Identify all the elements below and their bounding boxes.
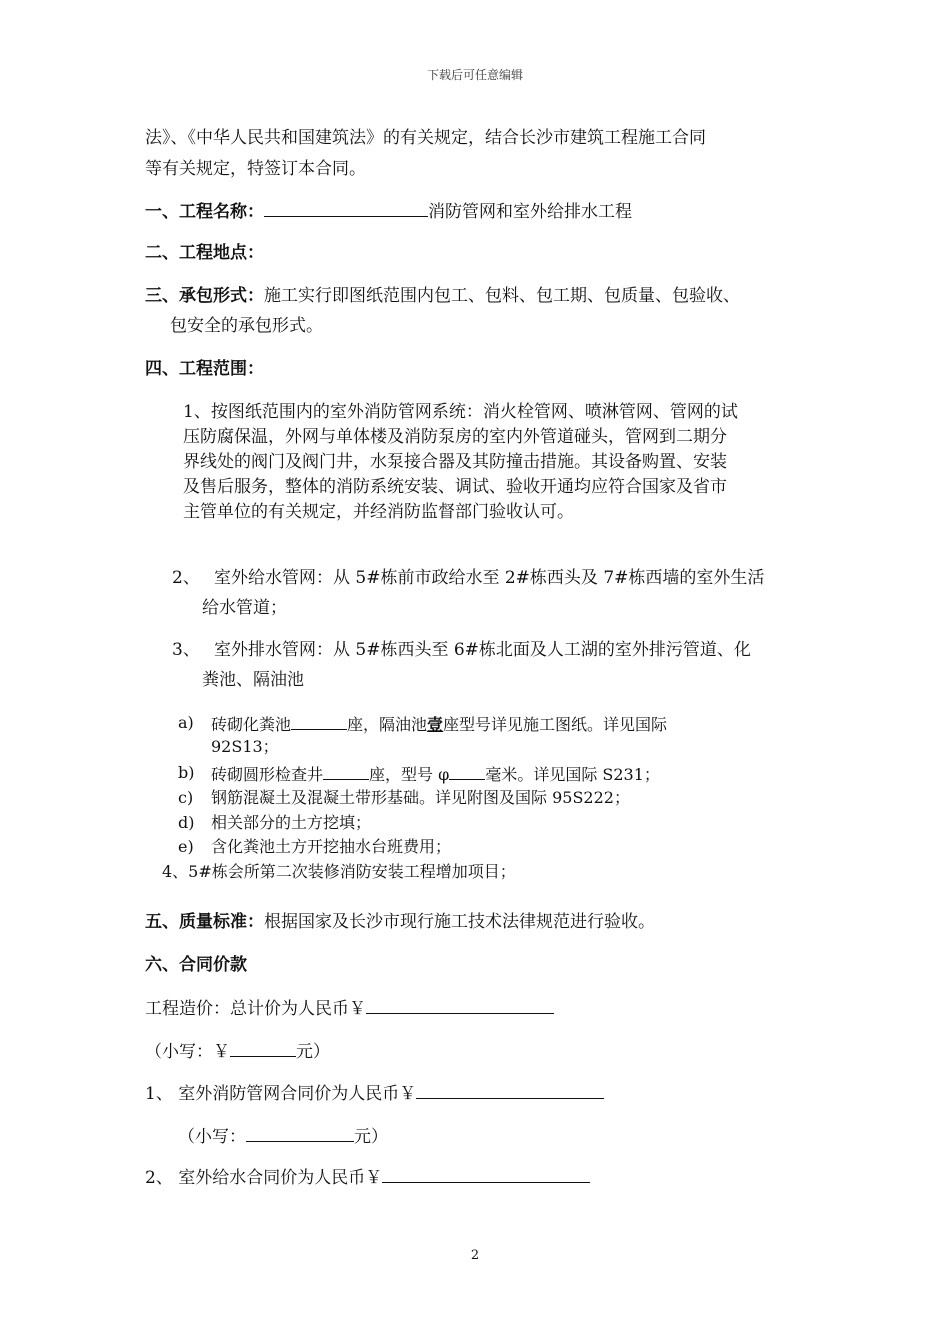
project-name: 消防管网和室外给排水工程 (428, 202, 632, 222)
blank-line (449, 762, 485, 780)
item-2-line-1: 室外给水管网：从 5#栋前市政给水至 2#栋西头及 7#栋西墙的室外生活 (214, 568, 765, 588)
item-3-line-1: 室外排水管网：从 5#栋西头至 6#栋北面及人工湖的室外排污管道、化 (214, 640, 751, 660)
sub-a-mark: a) (178, 713, 194, 732)
item-3-num: 3、 (172, 640, 200, 660)
item-1-line-1: 1、按图纸范围内的室外消防管网系统：消火栓管网、喷淋管网、管网的试 (183, 402, 738, 422)
small-amount-2-label: （小写： (178, 1127, 246, 1147)
small-amount-2 (178, 1124, 388, 1149)
price-item-1 (145, 1081, 604, 1106)
page-header: 下载后可任意编辑 (426, 68, 523, 82)
blank-line (264, 199, 428, 217)
intro-line-2: 等有关规定，特签订本合同。 (145, 159, 366, 179)
item-2-num: 2、 (172, 568, 200, 588)
total-price-label: 工程造价：总计价为人民币￥ (145, 999, 366, 1019)
item-1-line-3: 界线处的阀门及阀门井，水泵接合器及其防撞击措施。其设备购置、安装 (183, 452, 727, 472)
sub-a-line-1 (211, 712, 667, 736)
small-amount-1-unit: 元） (296, 1042, 330, 1062)
sub-a-text-1: 砖砌化粪池 (211, 715, 292, 734)
section-5 (145, 910, 655, 934)
section-5-text: 根据国家及长沙市现行施工技术法律规范进行验收。 (264, 912, 655, 932)
small-amount-2-unit: 元） (354, 1127, 388, 1147)
sub-b-mark: b) (178, 763, 195, 782)
sub-b-line (211, 762, 660, 786)
price-item-2-label: 2、 室外给水合同价为人民币￥ (145, 1168, 383, 1188)
sub-e-mark: e) (178, 837, 194, 856)
intro-line-1: 法》、《中华人民共和国建筑法》的有关规定，结合长沙市建筑工程施工合同 (145, 128, 706, 148)
small-amount-1 (145, 1039, 330, 1064)
page-number: 2 (470, 1248, 480, 1263)
section-3-line-1 (145, 284, 740, 308)
section-3-line-2: 包安全的承包形式。 (170, 316, 323, 336)
section-2-label: 二、工程地点： (145, 243, 264, 263)
section-1 (145, 199, 632, 224)
sub-b-text-1: 砖砌圆形检查井 (211, 765, 324, 784)
blank-line (291, 712, 347, 730)
item-1-line-5: 主管单位的有关规定，并经消防监督部门验收认可。 (183, 502, 574, 522)
section-3-label: 三、承包形式： (145, 286, 264, 306)
sub-a-line-2: 92S13； (211, 737, 279, 756)
price-item-2 (145, 1165, 590, 1190)
section-6-label: 六、合同价款 (145, 955, 247, 975)
sub-a-text-2: 座，隔油池 (347, 715, 428, 734)
sub-d-mark: d) (178, 813, 195, 832)
section-4-label: 四、工程范围： (145, 359, 264, 379)
item-4: 4、5#栋会所第二次装修消防安装工程增加项目； (162, 862, 516, 881)
section-3-text: 施工实行即图纸范围内包工、包料、包工期、包质量、包验收、 (264, 286, 740, 306)
sub-b-text-3: 毫米。详见国际 S231； (485, 765, 660, 784)
sub-e-text: 含化粪池土方开挖抽水台班费用； (211, 837, 452, 856)
section-1-label: 一、工程名称： (145, 202, 264, 222)
blank-line (366, 996, 554, 1014)
section-5-label: 五、质量标准： (145, 912, 264, 932)
blank-line (382, 1165, 590, 1183)
sub-c-mark: c) (178, 788, 194, 807)
total-price-line (145, 996, 554, 1021)
sub-b-text-2: 座，型号 φ (369, 765, 450, 784)
blank-line (323, 762, 369, 780)
blank-line (246, 1124, 354, 1142)
sub-a-oil-count: 壹 (427, 715, 444, 734)
sub-d-text: 相关部分的土方挖填； (211, 813, 372, 832)
item-2-line-2: 给水管道； (202, 598, 287, 618)
sub-a-text-4: 座型号详见施工图纸。详见国际 (443, 715, 668, 734)
price-item-1-label: 1、 室外消防管网合同价为人民币￥ (145, 1084, 417, 1104)
blank-line (416, 1081, 604, 1099)
small-amount-1-label: （小写：￥ (145, 1042, 230, 1062)
blank-line (230, 1039, 296, 1057)
item-1-line-2: 压防腐保温，外网与单体楼及消防泵房的室内外管道碰头，管网到二期分 (183, 427, 727, 447)
item-1-line-4: 及售后服务，整体的消防系统安装、调试、验收开通均应符合国家及省市 (183, 477, 727, 497)
item-3-line-2: 粪池、隔油池 (202, 670, 304, 690)
sub-c-text: 钢筋混凝土及混凝土带形基础。详见附图及国际 95S222； (211, 788, 630, 807)
